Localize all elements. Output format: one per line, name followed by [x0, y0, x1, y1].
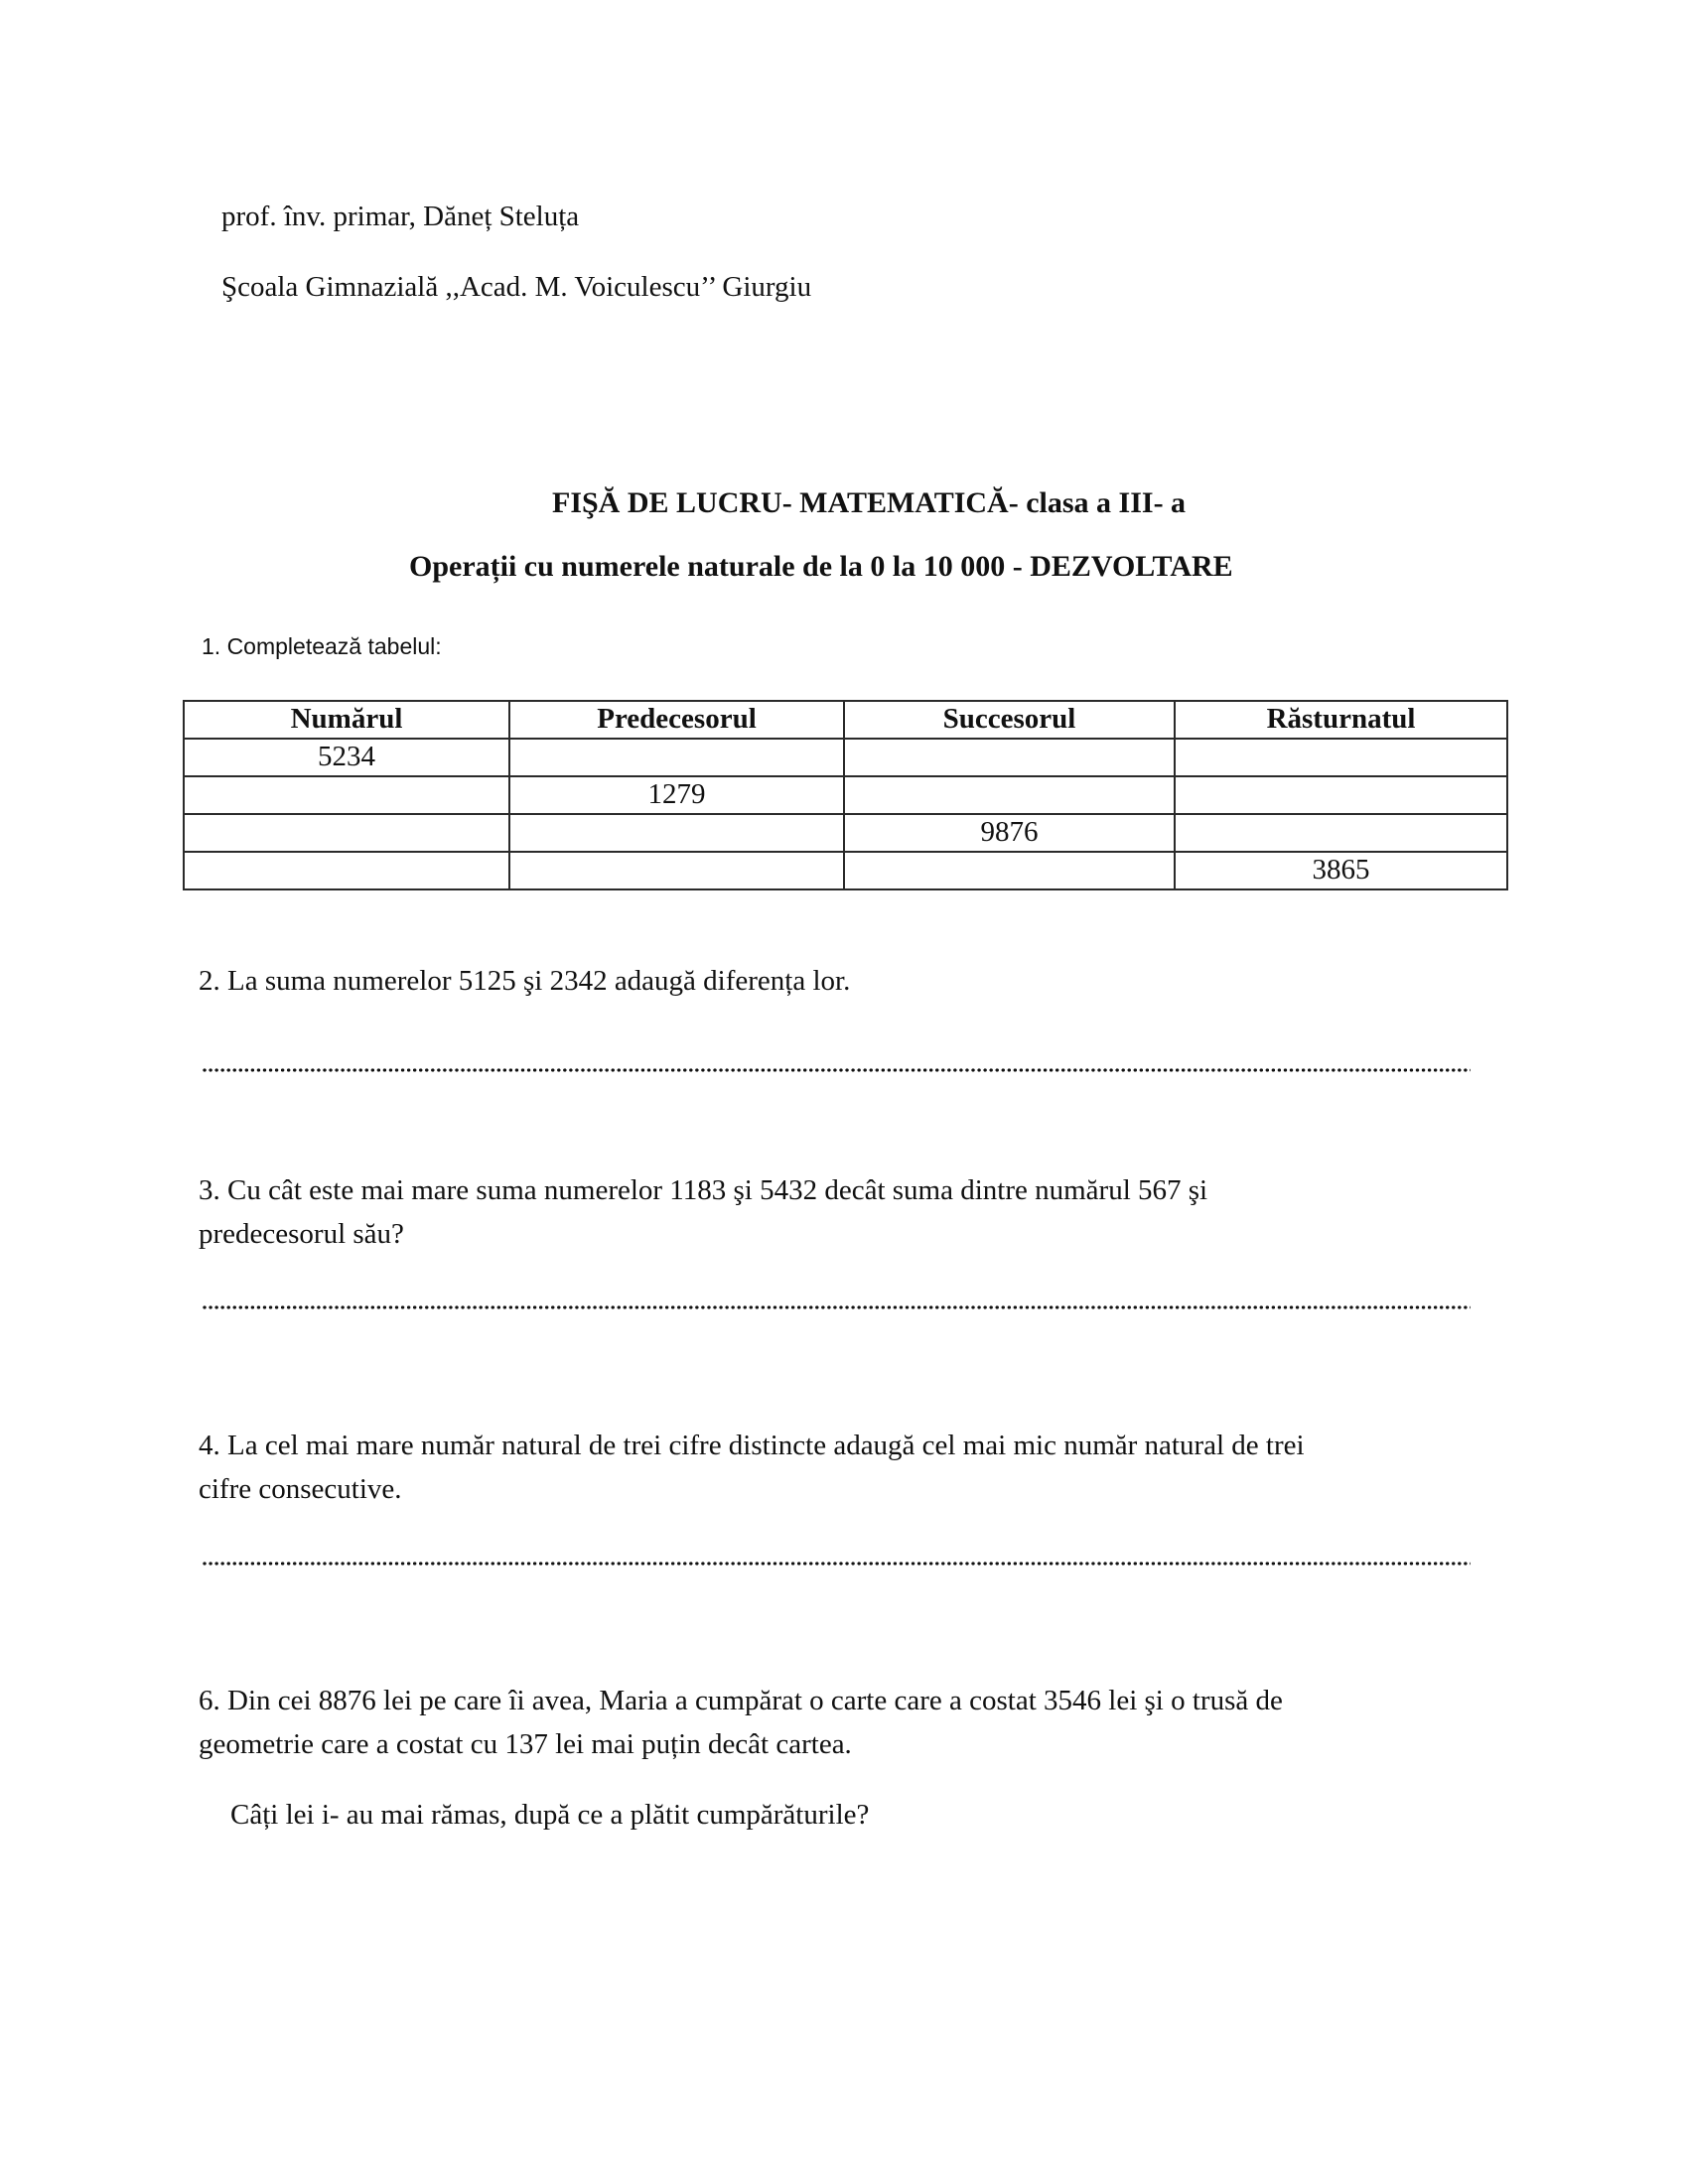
exercise-4-text-line-1: 4. La cel mai mare număr natural de trei cifre distincte adaugă cel mai mic număr natural de trei — [199, 1430, 1305, 1461]
exercise-3-text-line-1: 3. Cu cât este mai mare suma numerelor 1183 şi 5432 decât suma dintre numărul 567 şi — [199, 1174, 1208, 1206]
table-cell[interactable]: 5234 — [184, 739, 509, 776]
worksheet-title: FIŞĂ DE LUCRU- MATEMATICĂ- clasa a III- a — [552, 486, 1187, 519]
table-cell[interactable] — [844, 739, 1175, 776]
table-cell[interactable] — [1175, 739, 1507, 776]
exercise-6-text-line-1: 6. Din cei 8876 lei pe care îi avea, Maria a cumpărat o carte care a costat 3546 lei şi o trusă de — [199, 1685, 1283, 1716]
table-cell[interactable]: 1279 — [509, 776, 844, 814]
table-cell[interactable] — [844, 776, 1175, 814]
header-successor: Succesorul — [844, 701, 1175, 739]
table-cell[interactable] — [844, 852, 1175, 889]
table-cell[interactable] — [184, 814, 509, 852]
exercise-2-answer-line[interactable] — [202, 1068, 1471, 1072]
table-row — [184, 776, 1507, 814]
exercise-3-text-line-2: predecesorul său? — [199, 1218, 404, 1250]
table-cell[interactable]: 3865 — [1175, 852, 1507, 889]
header-predecessor: Predecesorul — [509, 701, 844, 739]
school-line: Şcoala Gimnazială ,,Acad. M. Voiculescu’’ Giurgiu — [221, 271, 812, 303]
author-line: prof. înv. primar, Dăneț Steluța — [221, 201, 580, 232]
table-cell[interactable] — [184, 852, 509, 889]
exercise-6-question: Câți lei i- au mai rămas, după ce a plătit cumpărăturile? — [230, 1799, 870, 1831]
exercise-4-text-line-2: cifre consecutive. — [199, 1473, 402, 1505]
table-cell[interactable] — [1175, 776, 1507, 814]
exercise-4-answer-line[interactable] — [202, 1562, 1471, 1566]
table-cell[interactable] — [509, 739, 844, 776]
table-cell[interactable] — [1175, 814, 1507, 852]
worksheet-subtitle: Operații cu numerele naturale de la 0 la 10 000 - DEZVOLTARE — [409, 550, 1233, 583]
exercise-3-answer-line[interactable] — [202, 1305, 1471, 1309]
exercise-1-instruction: 1. Completează tabelul: — [202, 633, 442, 659]
table-cell[interactable] — [509, 852, 844, 889]
exercise-6-text-line-2: geometrie care a costat cu 137 lei mai puțin decât cartea. — [199, 1728, 852, 1760]
table-row — [184, 814, 1507, 852]
table-cell[interactable] — [509, 814, 844, 852]
header-reversed: Răsturnatul — [1175, 701, 1507, 739]
exercise-2-text: 2. La suma numerelor 5125 şi 2342 adaugă diferența lor. — [199, 965, 851, 997]
header-number: Numărul — [184, 701, 509, 739]
table-row — [184, 852, 1507, 889]
table-cell[interactable]: 9876 — [844, 814, 1175, 852]
exercise-1-table — [183, 700, 1508, 890]
table-row — [184, 739, 1507, 776]
table-header-row — [184, 701, 1507, 739]
table-cell[interactable] — [184, 776, 509, 814]
